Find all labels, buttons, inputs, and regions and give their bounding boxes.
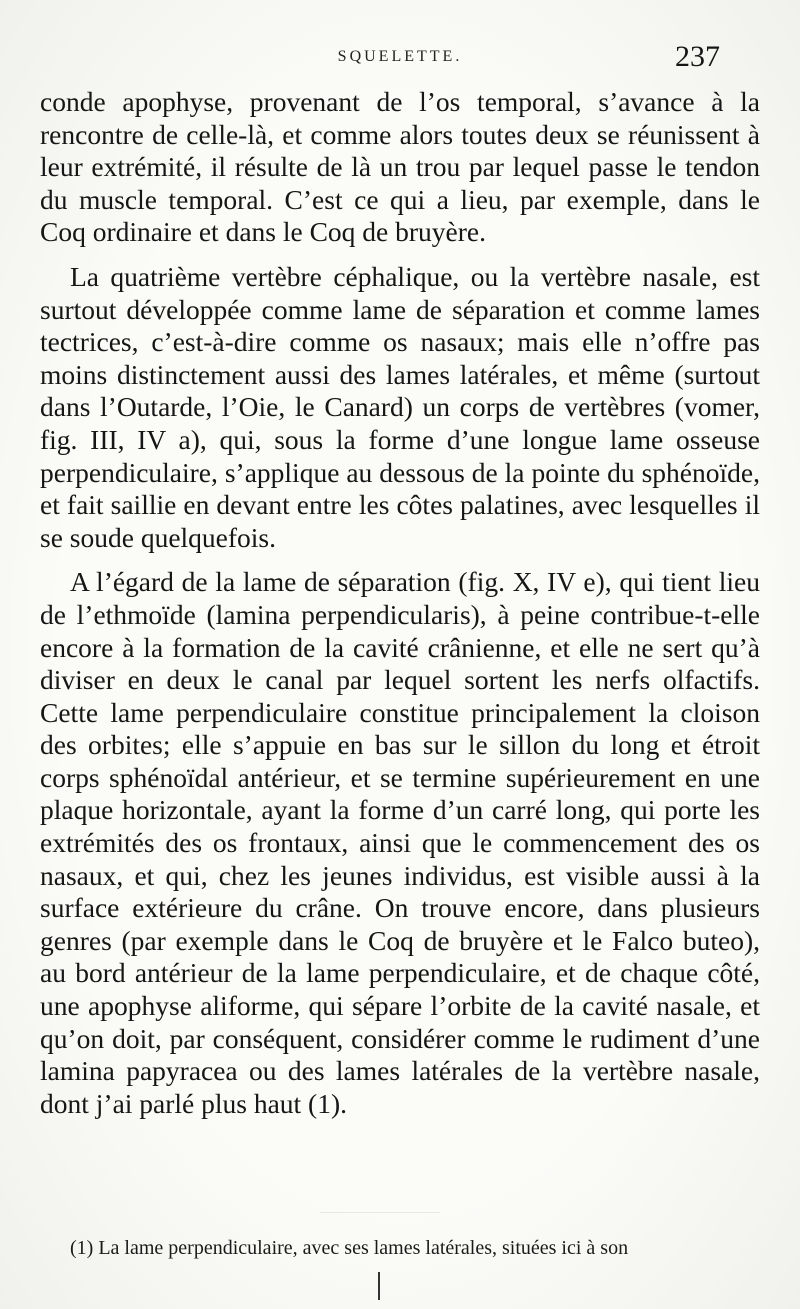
paragraph-1: conde apophyse, provenant de l’os temporal, s’avance à la rencontre de celle-là, et comme alors toutes deux se réunissent à leur extrémité, il résulte de là un trou par lequel passe le tendon du muscle temporal. C’est ce qui a lieu, par exemple, dans le Coq ordinaire et dans le Coq de bruyère. [40, 86, 760, 248]
running-head [40, 40, 760, 82]
paragraph-2: La quatrième vertèbre céphalique, ou la vertèbre nasale, est surtout développée comme lame de séparation et comme lames tectrices, c’est-à-dire comme os nasaux; mais elle n’offre pas moins distinctement aussi des lames latérales, et même (surtout dans l’Outarde, l’Oie, le Canard) un corps de vertèbres (vomer, fig. III, IV a), qui, sous la forme d’une longue lame osseuse perpendiculaire, s’applique au dessous de la pointe du sphénoïde, et fait saillie en devant entre les côtes palatines, avec lesquelles il se soude quelquefois. [40, 260, 760, 553]
footnote: (1) La lame perpendiculaire, avec ses lames latérales, situées ici à son [70, 1237, 629, 1259]
print-mark [378, 1272, 380, 1300]
page-number: 237 [675, 40, 720, 73]
body-text [40, 86, 760, 1120]
footnote-divider [320, 1212, 440, 1213]
running-title: SQUELETTE. [337, 48, 463, 65]
paragraph-3: A l’égard de la lame de séparation (fig. X, IV e), qui tient lieu de l’ethmoïde (lamina perpendicularis), à peine contribue-t-elle encore à la formation de la cavité crânienne, et elle ne sert qu’à diviser en deux le canal par lequel sortent les nerfs olfactifs. Cette lame perpendiculaire constitue principalement la cloison des orbites; elle s’appuie en bas sur le sillon du long et étroit corps sphénoïdal antérieur, et se termine supérieurement en une plaque horizontale, ayant la forme d’un carré long, qui porte les extrémités des os frontaux, ainsi que le commencement des os nasaux, et qui, chez les jeunes individus, est visible aussi à la surface extérieure du crâne. On trouve encore, dans plusieurs genres (par exemple dans le Coq de bruyère et le Falco buteo), au bord antérieur de la lame perpendiculaire, et de chaque côté, une apophyse aliforme, qui sépare l’orbite de la cavité nasale, et qu’on doit, par conséquent, considérer comme le rudiment d’une lamina papyracea ou des lames latérales de la vertèbre nasale, dont j’ai parlé plus haut (1). [40, 566, 760, 1119]
